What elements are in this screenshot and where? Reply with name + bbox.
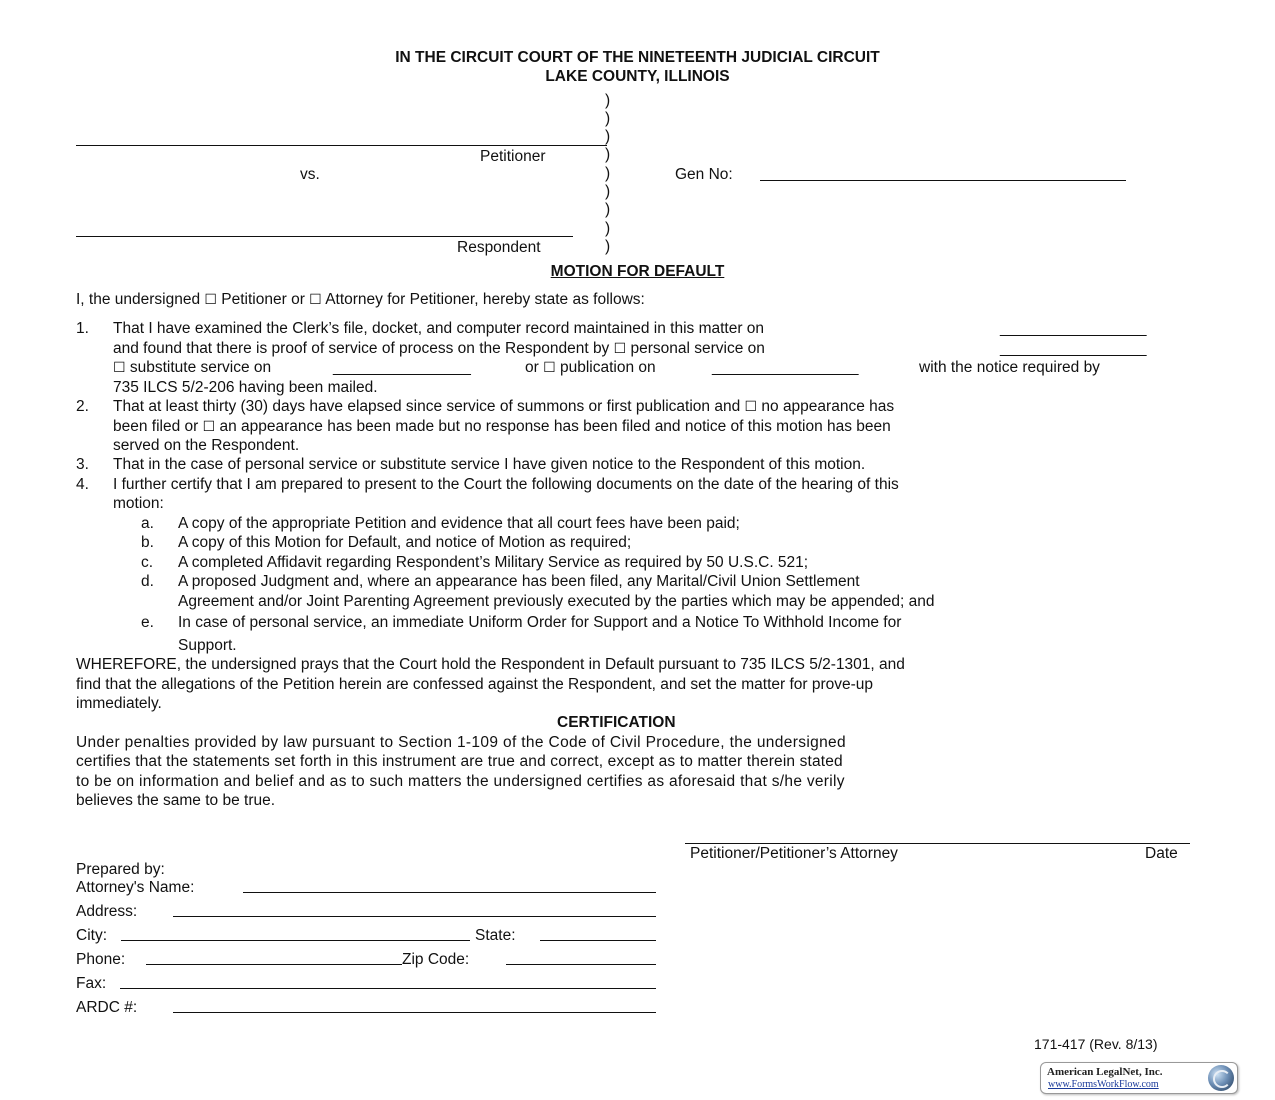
wherefore-line-1: WHEREFORE, the undersigned prays that the Court hold the Respondent in Default pursuant to 735 ILCS 5/2-1301, and	[76, 656, 905, 673]
document-title: MOTION FOR DEFAULT	[550, 263, 725, 280]
certification-line-4: believes the same to be true.	[76, 792, 276, 809]
caption-paren: )	[605, 183, 611, 200]
caption-paren: )	[605, 146, 611, 163]
respondent-line[interactable]	[76, 236, 573, 237]
fax-field[interactable]	[120, 988, 656, 989]
subitem-letter: e.	[141, 614, 154, 631]
item-1-line-2: and found that there is proof of service of process on the Respondent by ☐ personal service on	[113, 340, 765, 357]
certification-title: CERTIFICATION	[557, 714, 676, 731]
item-2-line-2: been filed or ☐ an appearance has been made but no response has been filed and notice of this motion has been	[113, 418, 891, 435]
prepared-by-title: Prepared by:	[76, 861, 165, 878]
subitem-e-line-2: Support.	[178, 637, 237, 654]
subitem-d-line-1: A proposed Judgment and, where an appearance has been filed, any Marital/Civil Union Settlement	[178, 573, 860, 590]
petitioner-checkbox[interactable]: ☐	[204, 292, 217, 308]
petitioner-label: Petitioner	[480, 148, 546, 165]
caption-paren: )	[605, 238, 611, 255]
subitem-letter: c.	[141, 554, 154, 571]
caption-paren: )	[605, 165, 611, 182]
phone-field[interactable]	[146, 964, 402, 965]
globe-icon	[1208, 1065, 1234, 1091]
attorney-name-label: Attorney's Name:	[76, 879, 195, 896]
wherefore-line-3: immediately.	[76, 695, 162, 712]
no-appearance-checkbox[interactable]: ☐	[744, 399, 758, 415]
publication-checkbox[interactable]: ☐	[543, 360, 556, 376]
address-label: Address:	[76, 903, 138, 920]
date-label: Date	[1145, 845, 1178, 862]
caption-paren: )	[605, 128, 611, 145]
item-1-line-4: 735 ILCS 5/2-206 having been mailed.	[113, 379, 378, 396]
county-name: LAKE COUNTY, ILLINOIS	[545, 68, 730, 85]
wherefore-line-2: find that the allegations of the Petition herein are confessed against the Respondent, and set the matter for prove-up	[76, 676, 874, 693]
american-legalnet-logo[interactable]	[1040, 1062, 1238, 1094]
item-1-line-3b: or ☐ publication on	[525, 359, 656, 376]
subitem-c-text: A completed Affidavit regarding Respondent’s Military Service as required by 50 U.S.C. 521;	[178, 554, 809, 571]
respondent-label: Respondent	[457, 239, 541, 256]
intro-statement: I, the undersigned ☐ Petitioner or ☐ Attorney for Petitioner, hereby state as follows:	[76, 291, 645, 308]
city-field[interactable]	[121, 940, 470, 941]
substitute-service-checkbox[interactable]: ☐	[113, 360, 126, 376]
state-field[interactable]	[540, 940, 656, 941]
subitem-letter: b.	[141, 534, 154, 551]
attorney-name-field[interactable]	[243, 892, 656, 893]
fax-label: Fax:	[76, 975, 107, 992]
form-number: 171-417 (Rev. 8/13)	[1034, 1036, 1158, 1052]
gen-no-field[interactable]	[760, 180, 1126, 181]
caption-paren: )	[605, 110, 611, 127]
record-date-field[interactable]: _________________	[1000, 320, 1147, 337]
subitem-letter: a.	[141, 515, 154, 532]
subitem-d-line-2: Agreement and/or Joint Parenting Agreement previously executed by the parties which may be appended; and	[178, 593, 935, 610]
logo-company-name: American LegalNet, Inc.	[1047, 1066, 1163, 1078]
subitem-letter: d.	[141, 573, 154, 590]
item-1-line-3a: ☐ substitute service on	[113, 359, 272, 376]
ardc-label: ARDC #:	[76, 999, 138, 1016]
subitem-e-line-1: In case of personal service, an immediate Uniform Order for Support and a Notice To Withhold Income for	[178, 614, 902, 631]
caption-paren: )	[605, 220, 611, 237]
item-number: 2.	[76, 398, 89, 415]
certification-line-1: Under penalties provided by law pursuant to Section 1-109 of the Code of Civil Procedure, the undersigned	[76, 734, 847, 751]
certification-line-3: to be on information and belief and as to such matters the undersigned certifies as aforesaid that s/he verily	[76, 773, 845, 790]
subitem-a-text: A copy of the appropriate Petition and evidence that all court fees have been paid;	[178, 515, 740, 532]
item-number: 4.	[76, 476, 89, 493]
vs-label: vs.	[300, 166, 320, 183]
attorney-checkbox[interactable]: ☐	[309, 292, 322, 308]
item-4-line-2: motion:	[113, 495, 164, 512]
state-label: State:	[475, 927, 516, 944]
signature-label: Petitioner/Petitioner’s Attorney	[690, 845, 898, 862]
personal-service-date-field[interactable]: _________________	[1000, 340, 1147, 357]
item-2-line-3: served on the Respondent.	[113, 437, 300, 454]
substitute-service-date-field[interactable]: ________________	[333, 359, 471, 376]
zip-code-field[interactable]	[506, 964, 656, 965]
certification-line-2: certifies that the statements set forth in this instrument are true and correct, except as to matter therein stated	[76, 753, 843, 770]
item-1-line-3d: with the notice required by	[919, 359, 1100, 376]
court-name: IN THE CIRCUIT COURT OF THE NINETEENTH JUDICIAL CIRCUIT	[395, 49, 880, 66]
address-field[interactable]	[173, 916, 656, 917]
caption-paren: )	[605, 201, 611, 218]
item-4-line-1: I further certify that I am prepared to present to the Court the following documents on the date of the hearing of this	[113, 476, 899, 493]
city-label: City:	[76, 927, 107, 944]
appearance-made-checkbox[interactable]: ☐	[202, 419, 216, 435]
item-1-line-1: That I have examined the Clerk’s file, docket, and computer record maintained in this matter on	[113, 320, 765, 337]
petitioner-line[interactable]	[76, 145, 607, 146]
item-number: 3.	[76, 456, 89, 473]
subitem-b-text: A copy of this Motion for Default, and notice of Motion as required;	[178, 534, 632, 551]
zip-code-label: Zip Code:	[402, 951, 470, 968]
logo-url-link[interactable]: www.FormsWorkFlow.com	[1048, 1079, 1159, 1090]
item-number: 1.	[76, 320, 89, 337]
item-2-line-1: That at least thirty (30) days have elapsed since service of summons or first publication and ☐ no appearance has	[113, 398, 895, 415]
gen-no-label: Gen No:	[675, 166, 733, 183]
caption-paren: )	[605, 92, 611, 109]
ardc-field[interactable]	[173, 1012, 656, 1013]
phone-label: Phone:	[76, 951, 126, 968]
publication-date-field[interactable]: _________________	[712, 359, 859, 376]
item-3-line-1: That in the case of personal service or substitute service I have given notice to the Respondent of this motion.	[113, 456, 866, 473]
personal-service-checkbox[interactable]: ☐	[613, 341, 627, 357]
